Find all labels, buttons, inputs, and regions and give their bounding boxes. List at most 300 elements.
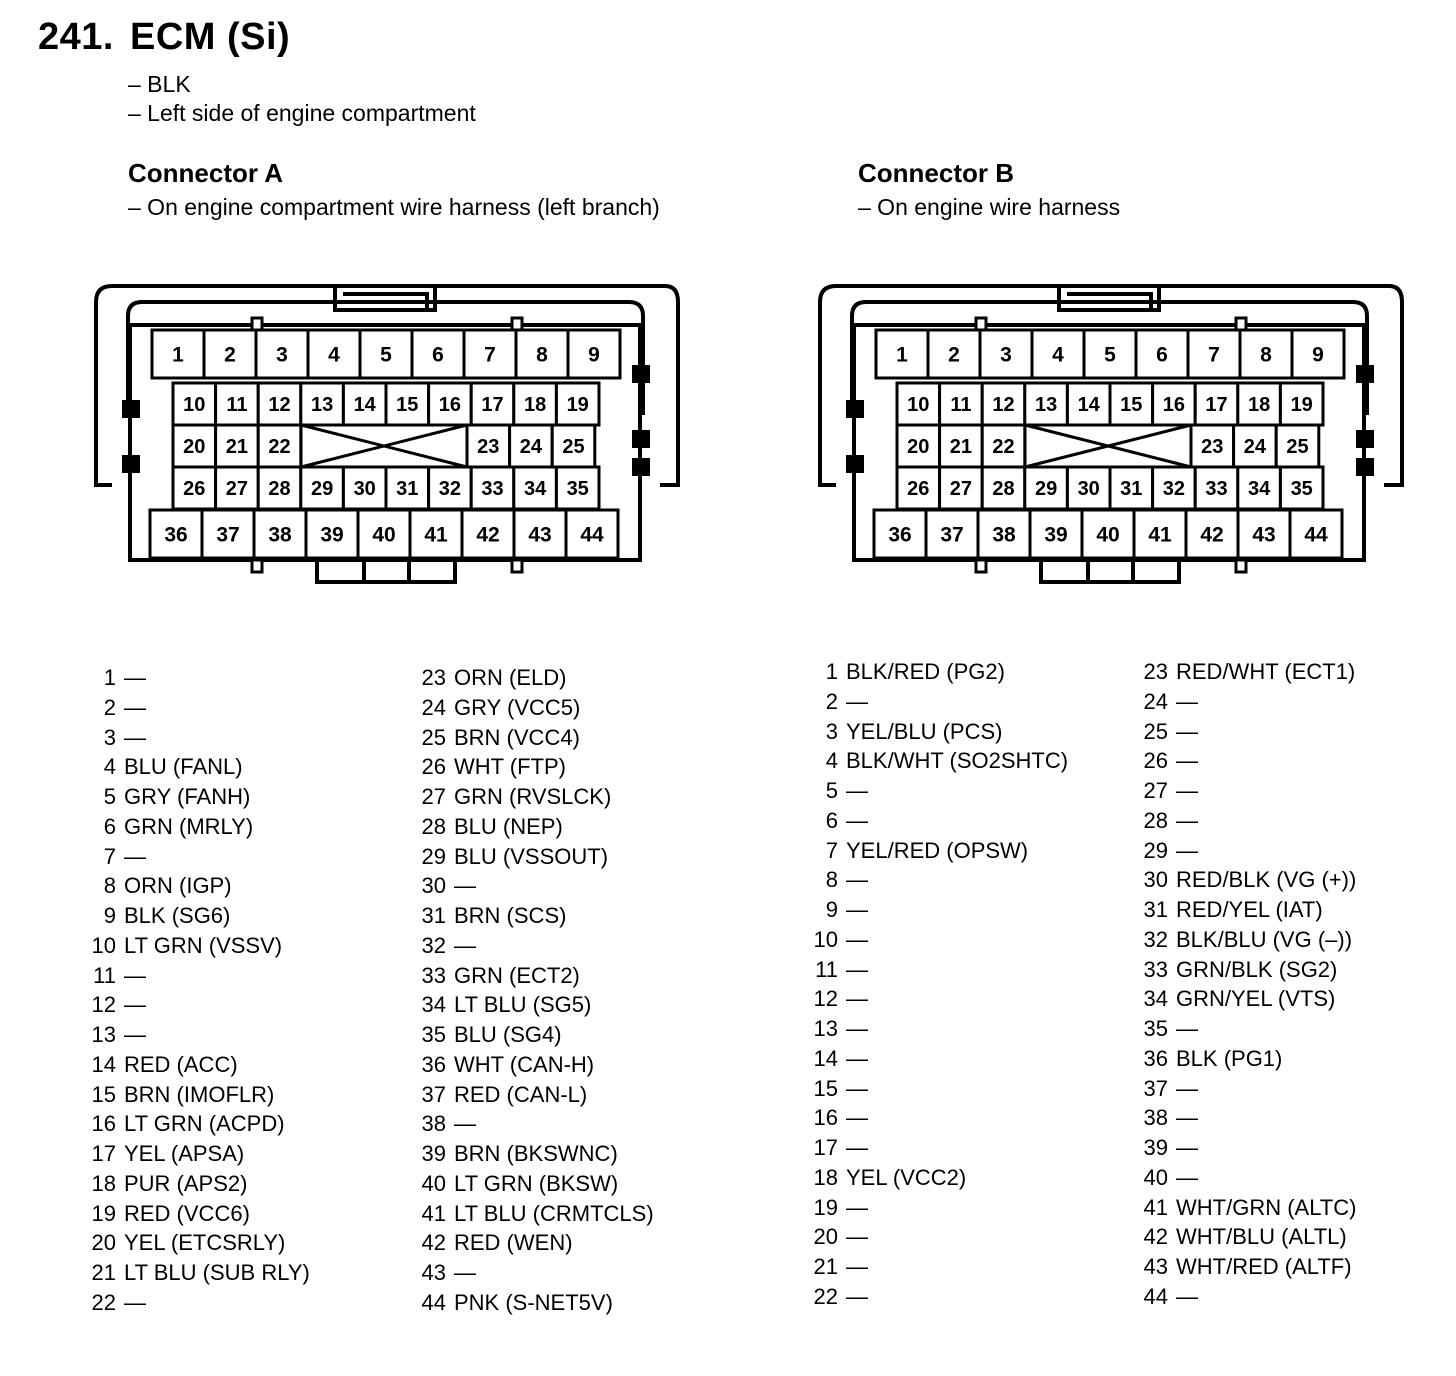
pin-description: — [454,932,476,958]
pin-row [1142,865,1356,895]
pin-label: 40 [372,523,396,547]
pin-description: — [124,843,146,869]
pin-description: LT GRN (ACPD) [124,1111,285,1137]
pin-row [90,693,310,723]
pin-label: 22 [268,436,291,459]
pin-description: BLK (PG1) [1176,1045,1283,1071]
pin-description: — [124,724,146,750]
alignment-nub [512,560,522,572]
pin-number: 20 [91,1230,116,1256]
pin-label: 5 [1104,343,1116,367]
pin-row [420,990,654,1020]
pin-number: 30 [1143,867,1168,893]
pin-number: 39 [1143,1135,1168,1160]
pin-row [90,871,310,901]
pin-label: 36 [164,523,188,547]
pin-number: 1 [825,659,838,684]
pin-label: 20 [907,436,930,459]
pin-number: 1 [103,665,116,690]
pin-number: 31 [1143,897,1168,922]
pin-number: 23 [1143,659,1168,684]
pin-row [90,1258,310,1288]
alignment-nub [1236,560,1246,572]
pin-description: RED (WEN) [454,1230,573,1256]
pin-description: — [846,1045,868,1071]
pin-description: — [124,992,146,1018]
pin-row [420,1080,654,1110]
pin-number: 27 [1143,778,1168,803]
pin-label: 15 [1120,394,1143,417]
pin-description: — [1176,837,1198,863]
side-lug [122,400,140,418]
pin-description: — [846,926,868,952]
connector-a-header [128,156,660,224]
pin-label: 25 [562,436,585,459]
pin-row [90,1050,310,1080]
pin-number: 24 [421,694,446,720]
pin-label: 24 [1243,436,1267,459]
pin-number: 18 [91,1170,116,1196]
pin-description: — [1176,1075,1198,1101]
pin-number: 35 [421,1022,446,1047]
pin-row [420,782,654,812]
pin-number: 14 [813,1045,838,1071]
pin-number: 10 [91,932,116,958]
pin-row [90,1080,310,1110]
pin-row [1142,687,1356,717]
pin-row [420,931,654,961]
pin-number: 31 [421,903,446,928]
pin-label: 6 [432,343,444,367]
pin-number: 43 [421,1260,446,1285]
pin-row [812,984,1068,1014]
pin-row [420,961,654,991]
pin-number: 14 [91,1051,116,1077]
pin-row [90,812,310,842]
pin-description: WHT/RED (ALTF) [1176,1254,1352,1279]
alignment-nub [976,318,986,330]
pin-label: 14 [1077,394,1100,417]
pin-description: GRN/BLK (SG2) [1176,956,1338,982]
pin-row [1142,776,1356,806]
pin-description: — [124,694,146,720]
pin-description: — [124,1022,146,1047]
pin-description: — [846,807,868,833]
pin-label: 9 [1312,343,1324,367]
pin-description: BLK/RED (PG2) [846,659,1005,684]
pin-description: BLU (SG4) [454,1022,562,1047]
pin-number: 24 [1143,688,1168,714]
pin-label: 16 [1162,394,1186,417]
pin-label: 8 [536,343,548,367]
pin-description: RED/WHT (ECT1) [1176,659,1356,684]
pin-label: 20 [183,436,206,459]
pin-number: 12 [813,986,838,1012]
pin-row [1142,1222,1356,1252]
pin-row [812,1044,1068,1074]
pin-number: 15 [813,1075,838,1101]
pin-description: — [846,986,868,1012]
top-latch [1059,286,1159,310]
pin-label: 1 [172,343,184,367]
pin-label: 33 [1205,478,1228,501]
pin-label: 28 [992,478,1015,501]
pin-description: — [846,1105,868,1131]
pin-number: 12 [91,992,116,1018]
pin-description: — [846,778,868,803]
pin-row [90,1139,310,1169]
pin-description: BRN (VCC4) [454,724,580,750]
pin-row [90,782,310,812]
side-lug [1356,365,1374,383]
pin-number: 6 [103,813,116,839]
pin-label: 14 [353,394,376,417]
pin-number: 21 [91,1260,116,1285]
pin-number: 42 [421,1230,446,1256]
pin-row [90,663,310,693]
pin-row [1142,925,1356,955]
pin-label: 32 [438,478,462,501]
pin-row [812,776,1068,806]
pin-number: 28 [1143,807,1168,833]
pin-number: 44 [1143,1283,1168,1309]
pin-description: RED (ACC) [124,1051,238,1077]
pin-number: 38 [421,1111,446,1137]
pin-label: 37 [940,523,964,547]
pin-description: — [1176,688,1198,714]
pin-description: GRY (VCC5) [454,694,581,720]
pin-number: 6 [825,807,838,833]
pin-row [90,842,310,872]
pin-row [420,1258,654,1288]
pin-number: 4 [825,748,838,774]
pin-number: 16 [813,1105,838,1131]
pin-label: 16 [438,394,462,417]
pin-number: 9 [825,897,838,922]
pin-row [90,752,310,782]
pin-description: LT GRN (BKSW) [454,1170,619,1196]
pin-row [420,723,654,753]
pin-row [420,1139,654,1169]
pin-label: 38 [268,523,292,547]
pin-row [90,723,310,753]
pin-description: — [846,956,868,982]
pin-description: — [846,1254,868,1279]
pin-description: — [124,962,146,988]
top-latch [335,286,435,310]
pin-label: 43 [528,523,552,547]
pin-number: 29 [1143,837,1168,863]
pin-row [812,1103,1068,1133]
pin-row [812,955,1068,985]
pin-label: 5 [380,343,392,367]
pin-label: 13 [1034,394,1058,417]
pin-row [1142,1014,1356,1044]
pin-description: — [846,1224,868,1250]
pin-label: 39 [1044,523,1068,547]
side-lug [846,400,864,418]
pin-number: 11 [815,956,838,982]
side-lug [632,365,650,383]
pin-description: RED (CAN-L) [454,1081,588,1107]
pin-number: 42 [1143,1224,1168,1250]
pin-label: 30 [353,478,376,501]
page-title [38,16,290,59]
pin-label: 12 [268,394,291,417]
alignment-nub [512,318,522,330]
pin-row [812,806,1068,836]
pin-label: 23 [1201,436,1224,459]
pin-row [1142,1282,1356,1312]
pin-number: 35 [1143,1016,1168,1041]
pin-number: 34 [421,992,446,1018]
pin-description: BLK (SG6) [124,903,231,928]
pin-description: — [1176,1105,1198,1131]
pin-description: YEL (ETCSRLY) [124,1230,286,1256]
pin-row [1142,1044,1356,1074]
connector-b-description: – On engine wire harness [858,194,1121,220]
pin-label: 44 [580,523,604,547]
pin-label: 11 [226,394,248,417]
pin-label: 9 [588,343,600,367]
pin-number: 8 [103,873,116,899]
pin-number: 13 [91,1022,116,1047]
pin-label: 17 [1205,394,1228,417]
pin-label: 4 [1052,343,1064,367]
pin-number: 11 [93,962,116,988]
pin-row [812,1282,1068,1312]
pin-number: 28 [421,813,446,839]
side-lug [1356,430,1374,448]
pin-description: YEL (VCC2) [846,1164,967,1190]
pin-description: LT GRN (VSSV) [124,932,283,958]
pin-number: 33 [1143,956,1168,982]
pin-number: 17 [813,1135,838,1160]
pin-number: 41 [421,1200,446,1226]
pin-description: LT BLU (SUB RLY) [124,1260,310,1285]
alignment-nub [252,560,262,572]
pin-number: 22 [813,1283,838,1309]
pin-row [1142,717,1356,747]
pin-description: — [1176,807,1198,833]
pin-row [420,752,654,782]
pin-label: 1 [896,343,908,367]
pin-description: — [454,873,476,899]
connector-a-description: – On engine compartment wire harness (left branch) [128,194,660,220]
pin-number: 30 [421,873,446,899]
pin-number: 29 [421,843,446,869]
title-number: 241. [38,16,114,58]
pin-row [90,1288,310,1318]
pin-number: 7 [825,837,838,863]
pin-row [1142,984,1356,1014]
pin-row [812,717,1068,747]
pin-label: 7 [484,343,496,367]
pin-row [812,1074,1068,1104]
pin-row [1142,746,1356,776]
pin-label: 37 [216,523,240,547]
pin-row [420,871,654,901]
pin-description: ORN (ELD) [454,665,567,690]
pin-label: 15 [396,394,419,417]
pin-label: 19 [1290,394,1313,417]
pin-number: 32 [421,932,446,958]
pin-description: YEL/BLU (PCS) [846,718,1003,744]
pin-number: 32 [1143,926,1168,952]
pin-row [812,1193,1068,1223]
pin-row [1142,1103,1356,1133]
pin-label: 34 [1247,478,1271,501]
pin-description: — [846,1283,868,1309]
pin-label: 25 [1286,436,1309,459]
pin-number: 13 [813,1016,838,1041]
pin-label: 40 [1096,523,1120,547]
pin-label: 26 [183,478,206,501]
connector-b-pin-list-2 [1142,657,1356,1312]
alignment-nub [976,560,986,572]
pin-label: 11 [950,394,972,417]
pin-description: WHT/GRN (ALTC) [1176,1194,1357,1220]
pin-number: 15 [91,1081,116,1107]
pin-description: — [454,1260,476,1285]
pin-label: 2 [948,343,960,367]
pin-row [1142,1074,1356,1104]
note-location: – Left side of engine compartment [128,100,476,126]
pin-number: 20 [813,1224,838,1250]
pin-description: — [846,688,868,714]
pin-number: 22 [91,1289,116,1315]
pin-number: 33 [421,962,446,988]
pin-label: 3 [1000,343,1012,367]
pin-description: YEL (APSA) [124,1141,245,1166]
pin-label: 12 [992,394,1015,417]
pin-row [420,663,654,693]
pin-description: GRN (MRLY) [124,813,254,839]
pin-description: PUR (APS2) [124,1170,248,1196]
pin-row [90,1020,310,1050]
pin-row [1142,955,1356,985]
pin-row [420,1050,654,1080]
pin-label: 10 [183,394,206,417]
pin-label: 21 [225,436,249,459]
pin-number: 39 [421,1141,446,1166]
pin-number: 40 [421,1170,446,1196]
bottom-key [317,560,455,582]
pin-description: — [124,665,146,690]
pin-description: — [1176,748,1198,774]
connector-b-pin-list-1 [812,657,1068,1312]
pin-number: 40 [1143,1164,1168,1190]
pin-description: RED/BLK (VG (+)) [1176,867,1357,893]
pin-row [812,1163,1068,1193]
pin-description: BRN (BKSWNC) [454,1141,618,1166]
pin-row [812,895,1068,925]
pin-number: 36 [421,1051,446,1077]
pin-number: 10 [813,926,838,952]
pin-description: PNK (S-NET5V) [454,1289,613,1315]
pin-number: 2 [103,694,116,720]
pin-description: RED (VCC6) [124,1200,250,1226]
pin-row [420,901,654,931]
pin-description: WHT/BLU (ALTL) [1176,1224,1347,1250]
pin-row [812,1133,1068,1163]
pin-label: 2 [224,343,236,367]
connector-a-pin-list-2 [420,663,654,1318]
pin-row [420,1109,654,1139]
pin-number: 41 [1143,1194,1168,1220]
pin-number: 34 [1143,986,1168,1012]
pin-label: 27 [949,478,973,501]
pin-number: 18 [813,1164,838,1190]
pin-number: 36 [1143,1045,1168,1071]
pin-row [812,687,1068,717]
pin-description: — [1176,1016,1198,1041]
pin-label: 29 [1034,478,1058,501]
pin-number: 19 [813,1194,838,1220]
pin-label: 18 [1247,394,1271,417]
pin-label: 31 [396,478,419,501]
pin-number: 7 [103,843,116,869]
pin-row [812,657,1068,687]
pin-description: GRN (RVSLCK) [454,784,612,809]
pin-description: GRN/YEL (VTS) [1176,986,1336,1012]
pin-description: — [846,1075,868,1101]
pin-row [90,1109,310,1139]
pin-label: 13 [310,394,334,417]
pin-description: — [846,897,868,922]
pin-description: — [124,1289,146,1315]
pin-row [420,1020,654,1050]
pin-row [420,1288,654,1318]
pin-description: WHT (FTP) [454,754,567,780]
pin-description: LT BLU (CRMTCLS) [454,1200,654,1226]
side-lug [846,455,864,473]
pin-description: — [846,1194,868,1220]
pin-row [1142,657,1356,687]
pin-row [1142,1163,1356,1193]
pin-number: 17 [91,1141,116,1166]
pin-label: 43 [1252,523,1276,547]
pin-description: YEL/RED (OPSW) [846,837,1029,863]
pin-label: 28 [268,478,291,501]
pin-label: 23 [477,436,500,459]
pin-description: — [846,1135,868,1160]
pin-number: 4 [103,754,116,780]
pin-description: BLU (NEP) [454,813,563,839]
title-text: ECM (Si) [129,16,291,58]
pin-label: 8 [1260,343,1272,367]
pin-row [812,1014,1068,1044]
pin-label: 32 [1162,478,1186,501]
pin-number: 3 [825,718,838,744]
pin-label: 3 [276,343,288,367]
pin-row [812,746,1068,776]
pin-description: — [846,1016,868,1041]
pin-row [812,865,1068,895]
alignment-nub [252,318,262,330]
pin-row [1142,1133,1356,1163]
pin-label: 19 [566,394,589,417]
pin-description: BLU (VSSOUT) [454,843,609,869]
pin-row [1142,1252,1356,1282]
pin-description: BLK/BLU (VG (–)) [1176,926,1353,952]
pin-description: — [846,867,868,893]
pin-description: — [1176,1164,1198,1190]
side-lug [632,430,650,448]
side-lug [122,455,140,473]
pin-number: 27 [421,784,446,809]
pin-number: 37 [1143,1075,1168,1101]
